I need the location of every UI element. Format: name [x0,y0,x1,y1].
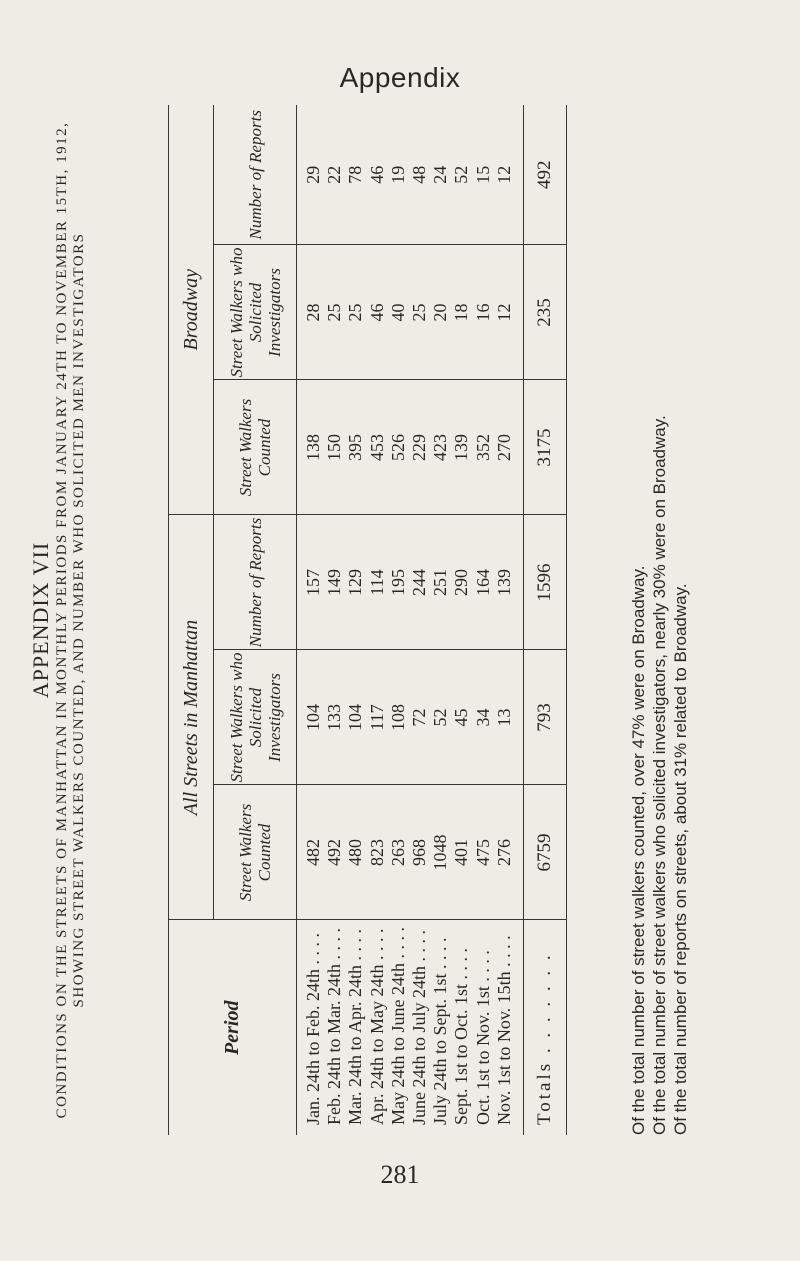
value-cell: 28 [303,303,323,322]
value-cell: 45 [451,708,472,727]
value-cell: 401 [451,839,472,866]
value-cell: 15 [472,165,493,184]
value-cell: 16 [472,303,493,322]
value-cell: 482 [303,839,323,866]
value-cell: 25 [409,303,430,322]
value-cell: 423 [430,434,451,461]
value-cell: 20 [430,303,451,322]
value-cell: 133 [324,704,345,731]
totals-label: Totals . . . . . . . [524,920,567,1135]
total-all-counted: 6759 [524,785,567,920]
period-row: Nov. 1st to Nov. 15th . . . . [493,935,514,1125]
period-row: Mar. 24th to Apr. 24th . . . . [345,928,366,1125]
col-broadway-counted: Street Walkers Counted [214,380,297,515]
col-broadway-solicited: Street Walkers who Solicited Investigators [214,245,297,380]
value-cell: 395 [345,434,366,461]
period-list [297,920,524,1135]
group-all-streets: All Streets in Manhattan [169,515,214,920]
value-cell: 19 [387,165,408,184]
all-reports-values [297,515,524,650]
value-cell: 13 [493,708,514,727]
col-all-counted: Street Walkers Counted [214,785,297,920]
value-cell: 25 [324,303,345,322]
footnotes [628,105,691,1135]
value-cell: 139 [493,569,514,596]
value-cell: 453 [366,434,387,461]
title-line-1: CONDITIONS ON THE STREETS OF MANHATTAN IN MONTHLY PERIODS FROM JANUARY 24TH TO NOVEMBER 15TH, 1912, [54,121,70,1119]
value-cell: 1048 [430,834,451,871]
value-cell: 480 [345,839,366,866]
value-cell: 290 [451,569,472,596]
all-solicited-values [297,650,524,785]
broadway-counted-values [297,380,524,515]
value-cell: 22 [324,165,345,184]
period-row: July 24th to Sept. 1st . . . . [430,937,451,1125]
value-cell: 352 [472,434,493,461]
value-cell: 114 [366,569,387,596]
appendix-label: APPENDIX VII [28,541,53,699]
value-cell: 139 [451,434,472,461]
value-cell: 263 [387,839,408,866]
group-broadway: Broadway [169,105,214,515]
value-cell: 475 [472,839,493,866]
page-number: 281 [380,1160,420,1189]
col-broadway-reports: Number of Reports [214,105,297,245]
value-cell: 823 [366,839,387,866]
value-cell: 48 [409,165,430,184]
total-all-solicited: 793 [524,650,567,785]
period-row: Sept. 1st to Oct. 1st . . . . [451,947,472,1125]
value-cell: 78 [345,165,366,184]
note-line: Of the total number of reports on streets, about 31% related to Broadway. [671,583,690,1135]
value-cell: 195 [387,569,408,596]
value-cell: 104 [345,704,366,731]
value-cell: 12 [493,165,514,184]
value-cell: 29 [303,165,323,184]
note-line: Of the total number of street walkers who solicited investigators, nearly 30% were on Broadway. [650,415,669,1135]
value-cell: 150 [324,434,345,461]
total-broadway-counted: 3175 [524,380,567,515]
value-cell: 18 [451,303,472,322]
running-head: Appendix [339,62,461,93]
period-row: Feb. 24th to Mar. 24th . . . . [324,928,345,1125]
value-cell: 12 [493,303,514,322]
col-all-reports: Number of Reports [214,515,297,650]
value-cell: 52 [451,165,472,184]
value-cell: 270 [493,434,514,461]
total-all-reports: 1596 [524,515,567,650]
value-cell: 251 [430,569,451,596]
value-cell: 108 [387,704,408,731]
value-cell: 492 [324,839,345,866]
value-cell: 526 [387,434,408,461]
total-broadway-solicited: 235 [524,245,567,380]
value-cell: 117 [366,704,387,731]
value-cell: 244 [409,569,430,596]
value-cell: 52 [430,708,451,727]
value-cell: 149 [324,569,345,596]
period-row: Apr. 24th to May 24th . . . . [366,928,387,1125]
value-cell: 34 [472,708,493,727]
value-cell: 72 [409,708,430,727]
value-cell: 104 [303,704,323,731]
period-header: Period [169,920,297,1135]
broadway-solicited-values [297,245,524,380]
broadway-reports-values [297,105,524,245]
note-line: Of the total number of street walkers counted, over 47% were on Broadway. [629,565,648,1135]
rotated-appendix-table [28,105,778,1135]
value-cell: 46 [366,165,387,184]
data-table [168,105,567,1135]
value-cell: 129 [345,569,366,596]
totals-row [524,105,567,1135]
value-cell: 968 [409,839,430,866]
appendix-title [28,105,88,1135]
value-cell: 138 [303,434,323,461]
value-cell: 24 [430,165,451,184]
value-cell: 46 [366,303,387,322]
all-counted-values [297,785,524,920]
title-line-2: SHOWING STREET WALKERS COUNTED, AND NUMBER WHO SOLICITED MEN INVESTIGATORS [71,232,87,1008]
col-all-solicited: Street Walkers who Solicited Investigators [214,650,297,785]
period-row: Oct. 1st to Nov. 1st . . . . [472,950,493,1125]
value-cell: 25 [345,303,366,322]
value-cell: 157 [303,569,323,596]
value-cell: 276 [493,839,514,866]
period-row: Jan. 24th to Feb. 24th . . . . [303,933,323,1125]
value-cell: 40 [387,303,408,322]
period-row: May 24th to June 24th . . . . [387,927,408,1125]
value-cell: 229 [409,434,430,461]
total-broadway-reports: 492 [524,105,567,245]
period-row: June 24th to July 24th . . . . [409,929,430,1125]
value-cell: 164 [472,569,493,596]
